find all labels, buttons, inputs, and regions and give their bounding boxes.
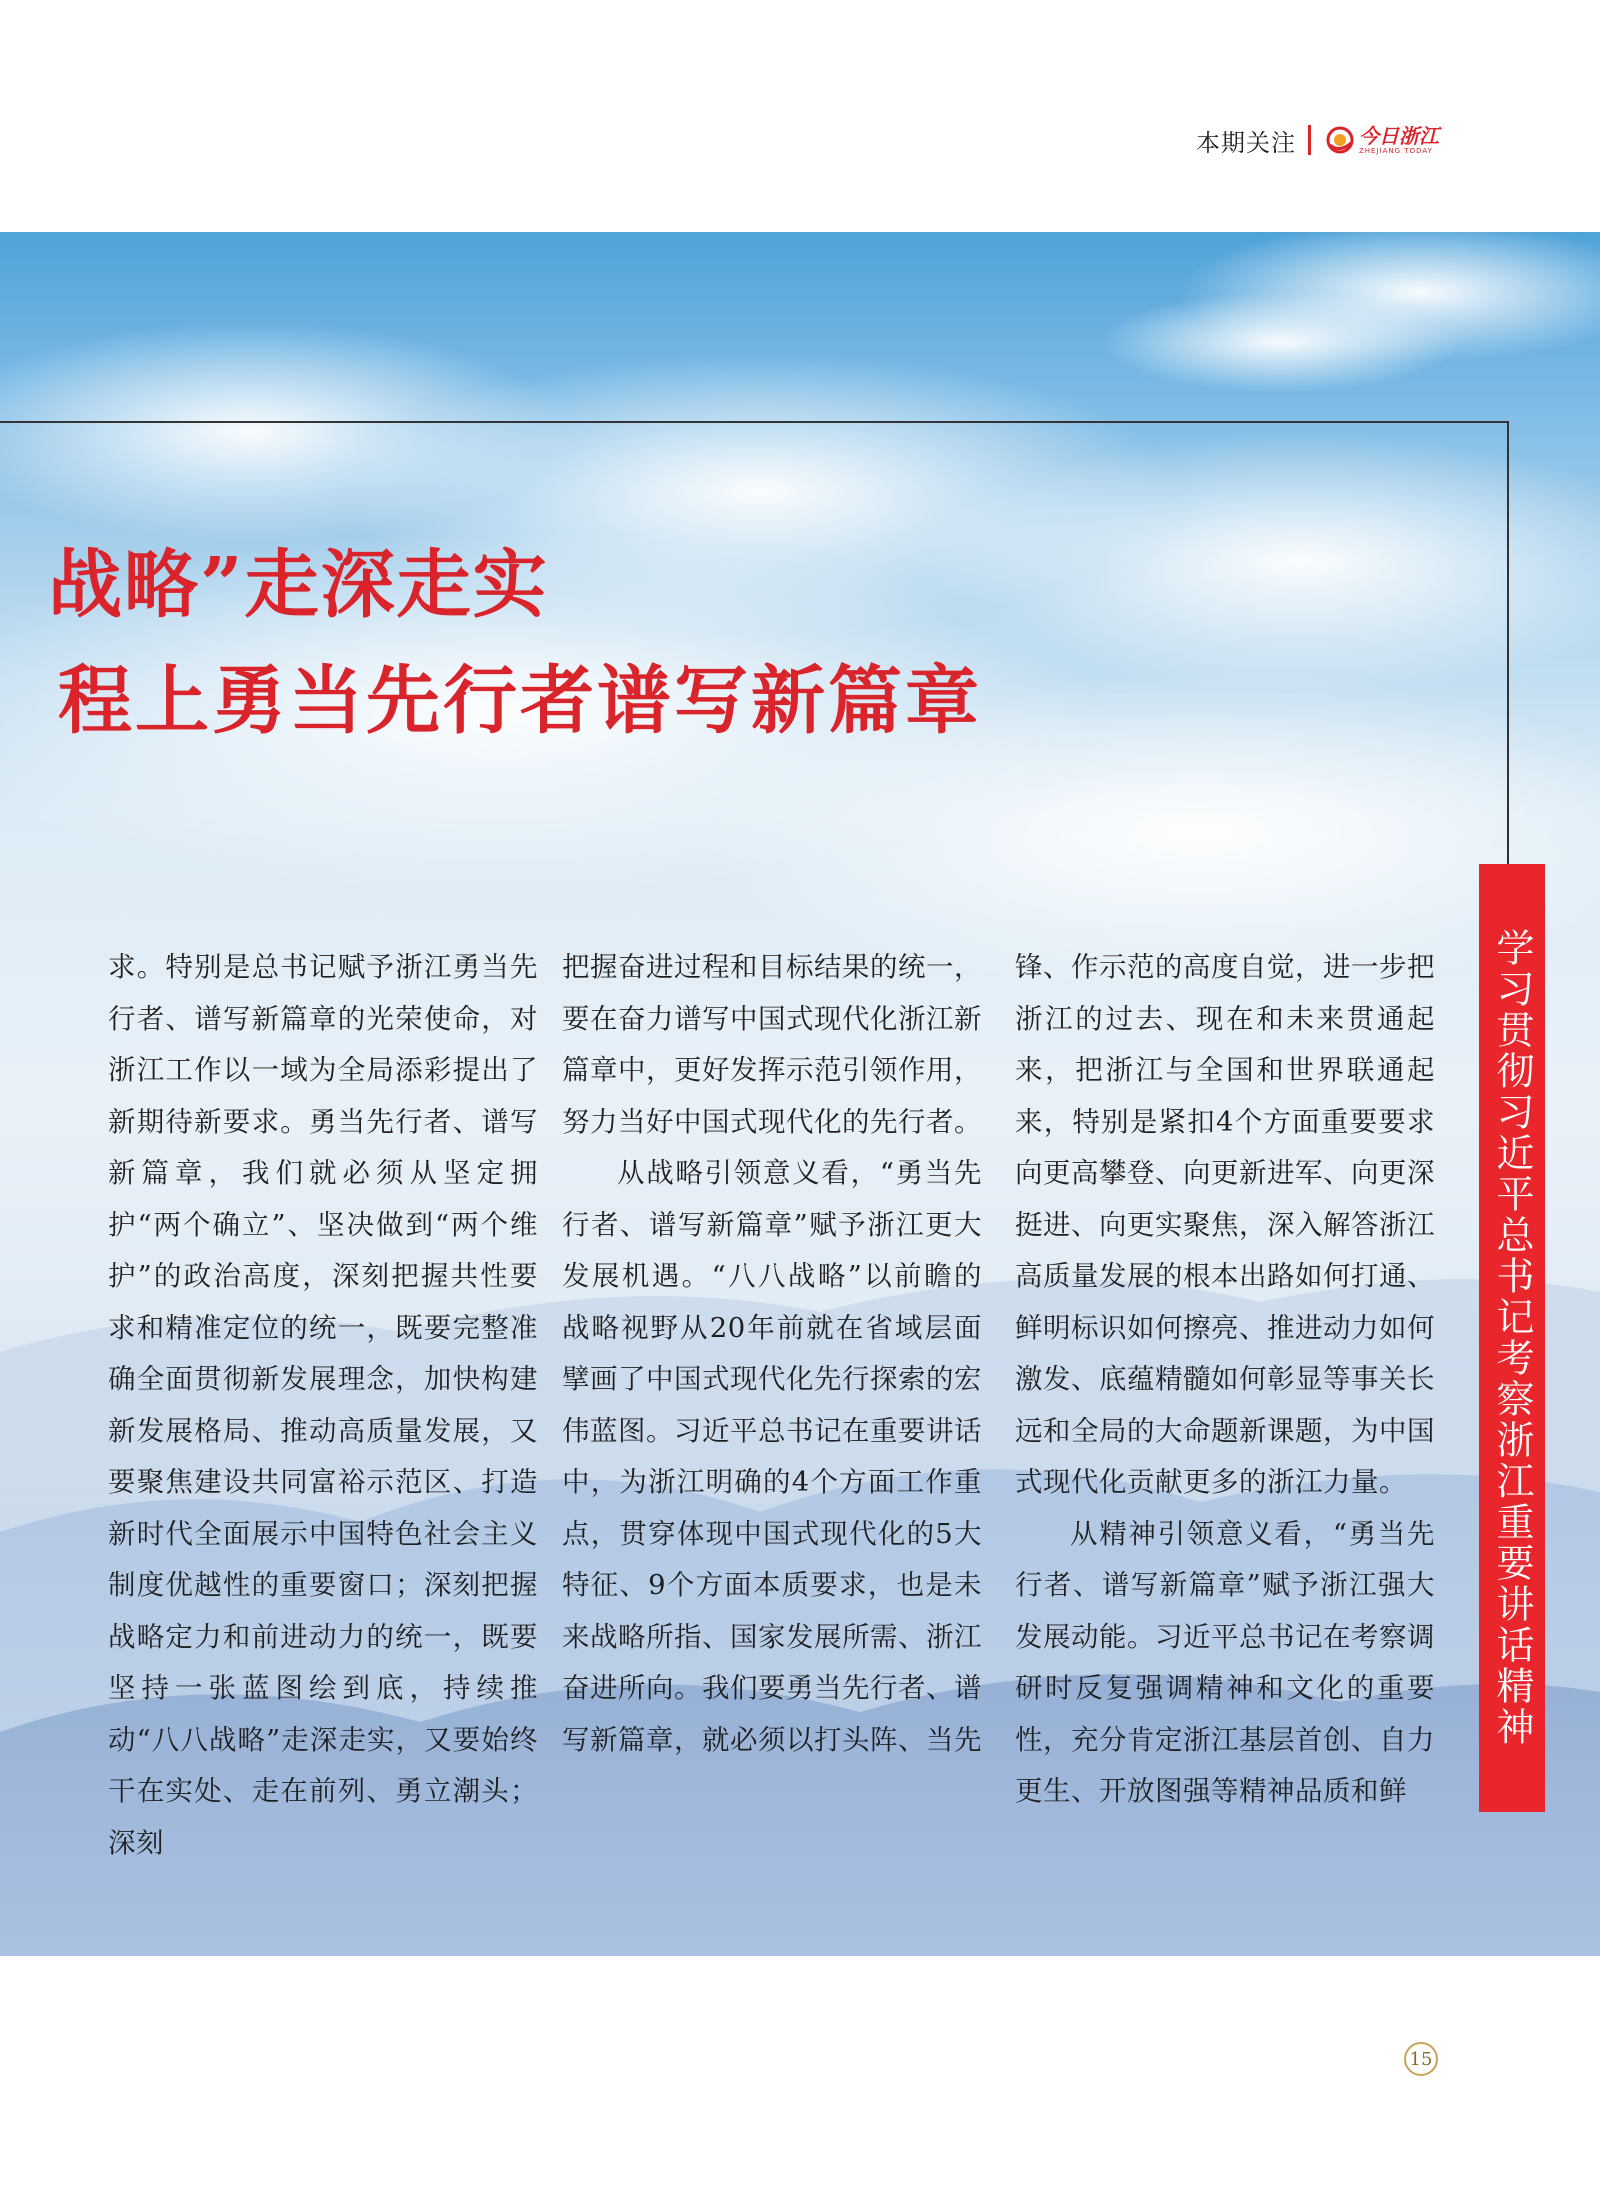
headline-line-2: 程上勇当先行者谱写新篇章 bbox=[58, 658, 982, 744]
article-column-2 bbox=[562, 942, 982, 1766]
paragraph: 锋、作示范的高度自觉，进一步把浙江的过去、现在和未来贯通起来，把浙江与全国和世界联通起来，特别是紧扣4个方面重要要求向更高攀登、向更新进军、向更深挺进、向更实聚焦，深入解答浙江高质量发展的根本出路如何打通、鲜明标识如何擦亮、推进动力如何激发、底蕴精髓如何彰显等事关长远和全局的大命题新课题，为中国式现代化贡献更多的浙江力量。 bbox=[1015, 951, 1435, 1498]
paragraph: 从战略引领意义看，“勇当先行者、谱写新篇章”赋予浙江更大发展机遇。“八八战略”以前瞻的战略视野从20年前就在省域层面擘画了中国式现代化先行探索的宏伟蓝图。习近平总书记在重要讲话中，为浙江明确的4个方面工作重点，贯穿体现中国式现代化的5大特征、9个方面本质要求，也是未来战略所指、国家发展所需、浙江奋进所向。我们要勇当先行者、谱写新篇章，就必须以打头阵、当先 bbox=[562, 1157, 982, 1756]
article-column-1 bbox=[108, 942, 538, 1869]
zhejiang-today-logo bbox=[1325, 125, 1439, 155]
logo-english-text: ZHEJIANG TODAY bbox=[1359, 146, 1433, 155]
page-header bbox=[1196, 118, 1439, 162]
header-divider bbox=[1308, 125, 1311, 155]
paragraph: 从精神引领意义看，“勇当先行者、谱写新篇章”赋予浙江强大发展动能。习近平总书记在考察调研时反复强调精神和文化的重要性，充分肯定浙江基层首创、自力更生、开放图强等精神品质和鲜 bbox=[1015, 1517, 1435, 1807]
logo-swirl-icon bbox=[1325, 125, 1355, 155]
section-label: 本期关注 bbox=[1196, 128, 1296, 157]
frame-line-top bbox=[0, 421, 1509, 423]
paragraph: 把握奋进过程和目标结果的统一，要在奋力谱写中国式现代化浙江新篇章中，更好发挥示范引领作用，努力当好中国式现代化的先行者。 bbox=[562, 951, 982, 1138]
page-number: 15 bbox=[1404, 2042, 1438, 2076]
logo-chinese-text: 今日浙江 bbox=[1359, 123, 1439, 148]
headline-line-1: 战略”走深走实 bbox=[48, 542, 549, 628]
column-banner-text: 学习贯彻习近平总书记考察浙江重要讲话精神 bbox=[1490, 928, 1534, 1748]
paragraph: 求。特别是总书记赋予浙江勇当先行者、谱写新篇章的光荣使命，对浙江工作以一域为全局添彩提出了新期待新要求。勇当先行者、谱写新篇章，我们就必须从坚定拥护“两个确立”、坚决做到“两个维护”的政治高度，深刻把握共性要求和精准定位的统一，既要完整准确全面贯彻新发展理念，加快构建新发展格局、推动高质量发展，又要聚焦建设共同富裕示范区、打造新时代全面展示中国特色社会主义制度优越性的重要窗口；深刻把握战略定力和前进动力的统一，既要坚持一张蓝图绘到底，持续推动“八八战略”走深走实，又要始终干在实处、走在前列、勇立潮头；深刻 bbox=[108, 951, 538, 1859]
column-banner bbox=[1479, 864, 1545, 1812]
article-column-3 bbox=[1015, 942, 1435, 1818]
frame-line-right bbox=[1507, 421, 1509, 865]
